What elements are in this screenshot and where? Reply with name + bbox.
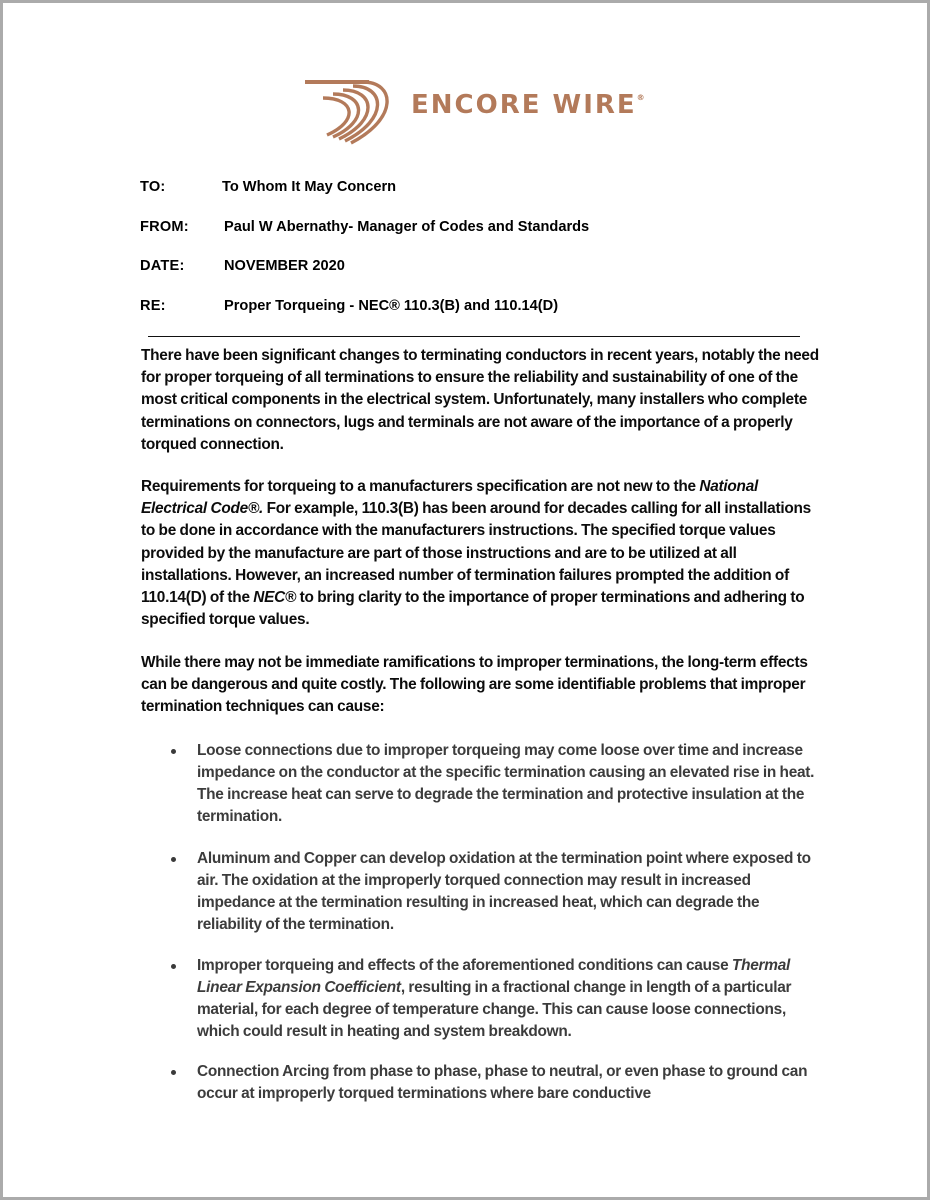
memo-date-label: DATE: <box>140 258 185 274</box>
memo-to-value: To Whom It May Concern <box>222 179 397 195</box>
paragraph-requirements-text-1: Requirements for torqueing to a manufacturers specification are not new to the <box>141 478 700 495</box>
memo-from-row <box>140 219 820 259</box>
list-item-text: , resulting in a fractional change in length of a particular material, for each degree of temperature change. This can cause loose connections, which could result in heating and system breakdown. <box>197 979 792 1041</box>
list-item <box>163 848 817 936</box>
memo-re-row <box>140 298 820 338</box>
paragraph-requirements-text-2: For example, 110.3(B) has been around for decades calling for all installations to be done in accordance with the manufacturers instructions. The specified torque values provided by the manufacture are part of those instructions and are to be utilized at all installations. However, an increased number of termination failures prompted the addition of 110.14(D) of the <box>141 500 811 607</box>
bullet-icon <box>171 964 176 969</box>
list-item-text: Aluminum and Copper can develop oxidation at the termination point where exposed to air. The oxidation at the improperly torqued connection may result in increased impedance at the termination resulting in increased heat, which can degrade the reliability of the termination. <box>197 850 811 934</box>
memo-re-label: RE: <box>140 297 166 314</box>
paragraph-requirements-text-3: to bring clarity to the importance of proper terminations and adhering to specified torque values. <box>141 589 805 629</box>
memo-date-value: NOVEMBER 2020 <box>224 258 345 274</box>
memo-re-value: Proper Torqueing - NEC® 110.3(B) and 110.14(D) <box>224 297 559 314</box>
nec-title-italic: National Electrical Code®. <box>141 478 759 518</box>
paragraph-ramifications: While there may not be immediate ramifications to improper terminations, the long-term effects can be dangerous and quite costly. The following are some identifiable problems that improper termination techniques can cause: <box>141 654 808 716</box>
list-item-text: Connection Arcing from phase to phase, phase to neutral, or even phase to ground can occur at improperly torqued terminations where bare conductive <box>197 1063 808 1103</box>
list-item <box>163 740 817 828</box>
nec-abbrev-italic: NEC® <box>253 589 297 607</box>
memo-to-row <box>140 179 820 219</box>
bullet-icon <box>171 857 176 862</box>
bullet-icon <box>171 749 176 754</box>
list-item <box>163 955 817 1043</box>
paragraph-intro: There have been significant changes to terminating conductors in recent years, notably the need for proper torqueing of all terminations to ensure the reliability and sustainability of one of the most critical components in the electrical system. Unfortunately, many installers who complete terminations on connectors, lugs and terminals are not aware of the importance of a properly torqued connection. <box>141 347 819 453</box>
header-divider <box>148 336 800 337</box>
list-item-text: Loose connections due to improper torqueing may come loose over time and increase impedance on the conductor at the specific termination causing an elevated rise in heat. The increase heat can serve to degrade the termination and protective insulation at the termination. <box>197 742 815 826</box>
thermal-coefficient-italic: Thermal Linear Expansion Coefficient <box>197 957 791 997</box>
registered-mark: ® <box>636 93 645 102</box>
company-logo <box>303 73 643 145</box>
memo-date-row <box>140 258 820 298</box>
list-item <box>163 1061 817 1105</box>
memo-header <box>140 179 820 337</box>
bullet-icon <box>171 1070 176 1075</box>
encore-wire-arcs-logo-icon <box>303 73 413 145</box>
memo-from-label: FROM: <box>140 218 189 235</box>
paragraph-requirements <box>141 476 821 631</box>
memo-to-label: TO: <box>140 179 166 195</box>
brand-name: ENCORE WIRE® <box>411 90 645 120</box>
memo-from-value: Paul W Abernathy- Manager of Codes and Standards <box>224 218 590 235</box>
list-item-text: Improper torqueing and effects of the aforementioned conditions can cause <box>197 957 732 974</box>
